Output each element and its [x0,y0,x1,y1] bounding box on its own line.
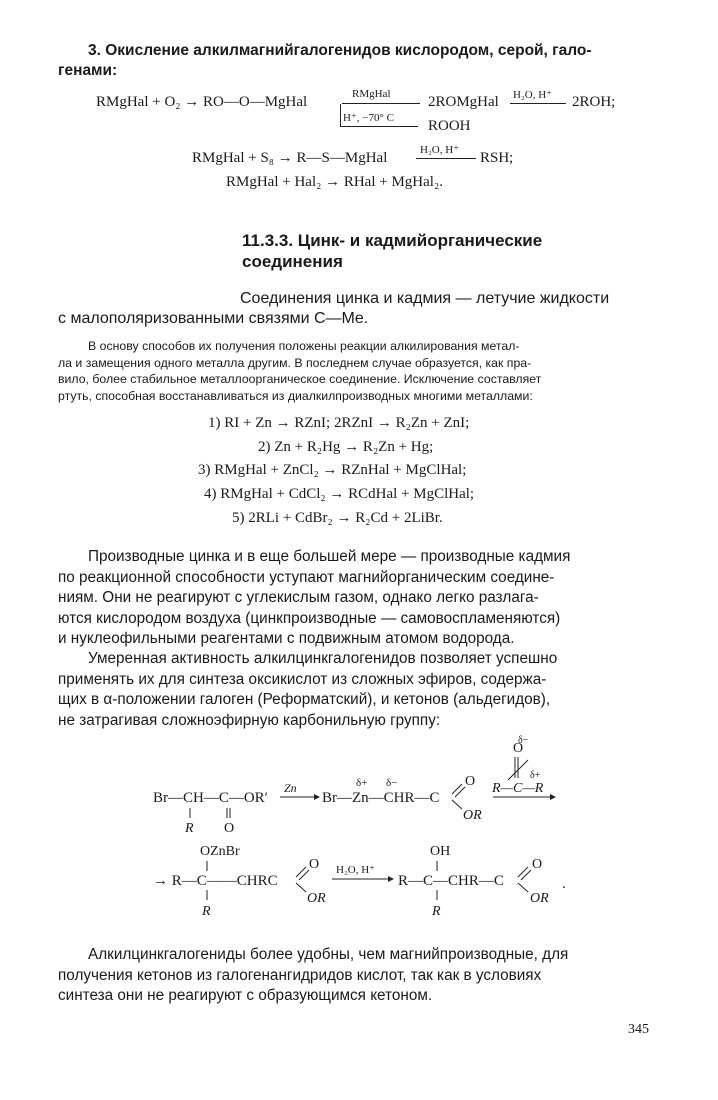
reaction-2: 2) Zn + R₂Hg → R₂Zn + Hg; [258,439,434,455]
paragraph-3 [58,945,568,1007]
scheme-reactant: Br—CH—C—OR′ [153,790,268,806]
scheme-arrowhead [314,794,320,800]
scheme-oh: OH [430,844,451,859]
small-line: ртуть, способная восстанавливаться из диалкилпроизводных многими металлами: [58,388,533,403]
scheme-row2-left: → R—C——CHRC [153,873,278,889]
paragraph-line: не затрагивая сложноэфирную карбонильную группу: [58,711,441,729]
reaction-scheme [0,730,718,930]
eq1-branch-line [340,104,341,126]
scheme-hydrolysis-label: H₂O, H⁺ [336,864,375,876]
paragraph-line: применять их для синтеза оксикислот из сложных эфиров, содержа- [58,670,547,688]
scheme-or: OR [463,808,482,823]
scheme-bond [518,883,528,892]
paragraph-line: получения кетонов из галогенангидридов кислот, так как в условиях [58,966,542,984]
scheme-product-o: O [532,857,543,872]
subsection-heading-line1: 3. Окисление алкилмагнийгалогенидов кислородом, серой, гало- [88,42,592,59]
scheme-bond [299,870,309,880]
scheme-ketone-dminus: δ− [518,735,529,746]
scheme-r: R [185,821,194,836]
eq1-arrow [342,103,420,104]
scheme-arrowhead [388,876,394,882]
eq1-left: RMgHal + O₂ → RO—O—MgHal [96,94,308,110]
scheme-product-or: OR [530,891,549,906]
subsection-heading-line2: генами: [58,62,118,79]
scheme-dplus: δ+ [356,777,368,789]
scheme-dminus: δ− [386,777,398,789]
paragraph-line: синтеза они не реагируют с образующимся кетоном. [58,987,433,1004]
paragraph-2 [58,649,557,731]
scheme-ketone: R—C—R [492,781,544,796]
paragraph-1 [58,547,570,650]
scheme-o-upper: O [465,774,476,789]
scheme-product: R—C—CHR—C [398,873,504,889]
scheme-bond [518,867,528,877]
paragraph-line: Умеренная активность алкилцинкгалогенидов позволяет успешно [88,650,558,667]
scheme-bond [296,867,306,877]
reaction-5: 5) 2RLi + CdBr₂ → R₂Cd + 2LiBr. [232,510,443,526]
paragraph-line: Алкилцинкгалогениды более удобны, чем магнийпроизводные, для [88,946,569,963]
scheme-bond [452,800,462,809]
scheme-o: O [224,821,235,836]
eq1-arrow-label: RMgHal [352,88,391,100]
eq1-branch-product: ROOH [428,118,471,134]
small-line: ла и замещения одного металла другим. В последнем случае образуется, как пра- [58,355,532,370]
scheme-arrowhead [550,794,556,800]
small-line: В основу способов их получения положены реакции алкилирования метал- [88,339,520,353]
small-line: вило, более стабильное металлоорганическое соединение. Исключение составляет [58,372,542,386]
paragraph-line: Производные цинка и в еще большей мере — производные кадмия [88,548,571,565]
scheme-bond [452,784,462,794]
eq2-left: RMgHal + S₈ → R—S—MgHal [192,150,388,166]
eq2-arrow [416,158,476,159]
small-text-block [58,338,663,404]
scheme-ketone-dplus: δ+ [530,770,541,781]
eq2-arrow-label: H₂O, H⁺ [420,144,459,156]
scheme-row2-or: OR [307,891,326,906]
scheme-bond [521,870,531,880]
scheme-period: . [562,876,566,892]
eq1-branch-label: H⁺, −70° C [343,112,394,124]
section-title-line1: 11.3.3. Цинк- и кадмийорганические [242,231,543,250]
eq3: RMgHal + Hal₂ → RHal + MgHal₂. [226,174,443,190]
reaction-4: 4) RMgHal + CdCl₂ → RCdHal + MgClHal; [204,486,475,502]
paragraph-line: щих в α-положении галоген (Реформатский), и кетонов (альдегидов), [58,691,551,708]
eq1-mid: 2ROMgHal [428,94,499,110]
scheme-row2-o: O [309,857,320,872]
eq1-arrow2-label: H₂O, H⁺ [513,89,552,101]
scheme-zn-label: Zn [284,781,297,795]
scheme-intermediate: Br—Zn—CHR—C [322,790,440,806]
eq1-branch-arrow [340,126,418,127]
paragraph-line: по реакционной способности уступают магнийорганическим соедине- [58,568,555,586]
paragraph-line: ниям. Они не реагируют с углекислым газом, однако легко разлага- [58,589,539,606]
scheme-product-r: R [432,904,441,919]
eq1-arrow2 [510,103,566,104]
paragraph-line: и нуклеофильными реагентами с подвижным атомом водорода. [58,630,515,647]
scheme-bond [455,787,465,797]
page-number: 345 [628,1022,649,1037]
lead-line2: с малополяризованными связями C—Me. [58,310,369,327]
scheme-oznbr: OZnBr [200,844,240,859]
lead-line1: Соединения цинка и кадмия — летучие жидкости [240,290,610,307]
eq1-right: 2ROH; [572,94,616,110]
scheme-row2-r: R [202,904,211,919]
reaction-3: 3) RMgHal + ZnCl₂ → RZnHal + MgClHal; [198,462,467,478]
section-title-line2: соединения [242,252,343,271]
eq2-right: RSH; [480,150,514,166]
scheme-ketone-o: O [513,741,524,756]
reaction-1: 1) RI + Zn → RZnI; 2RZnI → R₂Zn + ZnI; [208,415,470,431]
paragraph-line: ются кислородом воздуха (цинкпроизводные — самовоспламеняются) [58,609,561,627]
scheme-bond [296,883,306,892]
